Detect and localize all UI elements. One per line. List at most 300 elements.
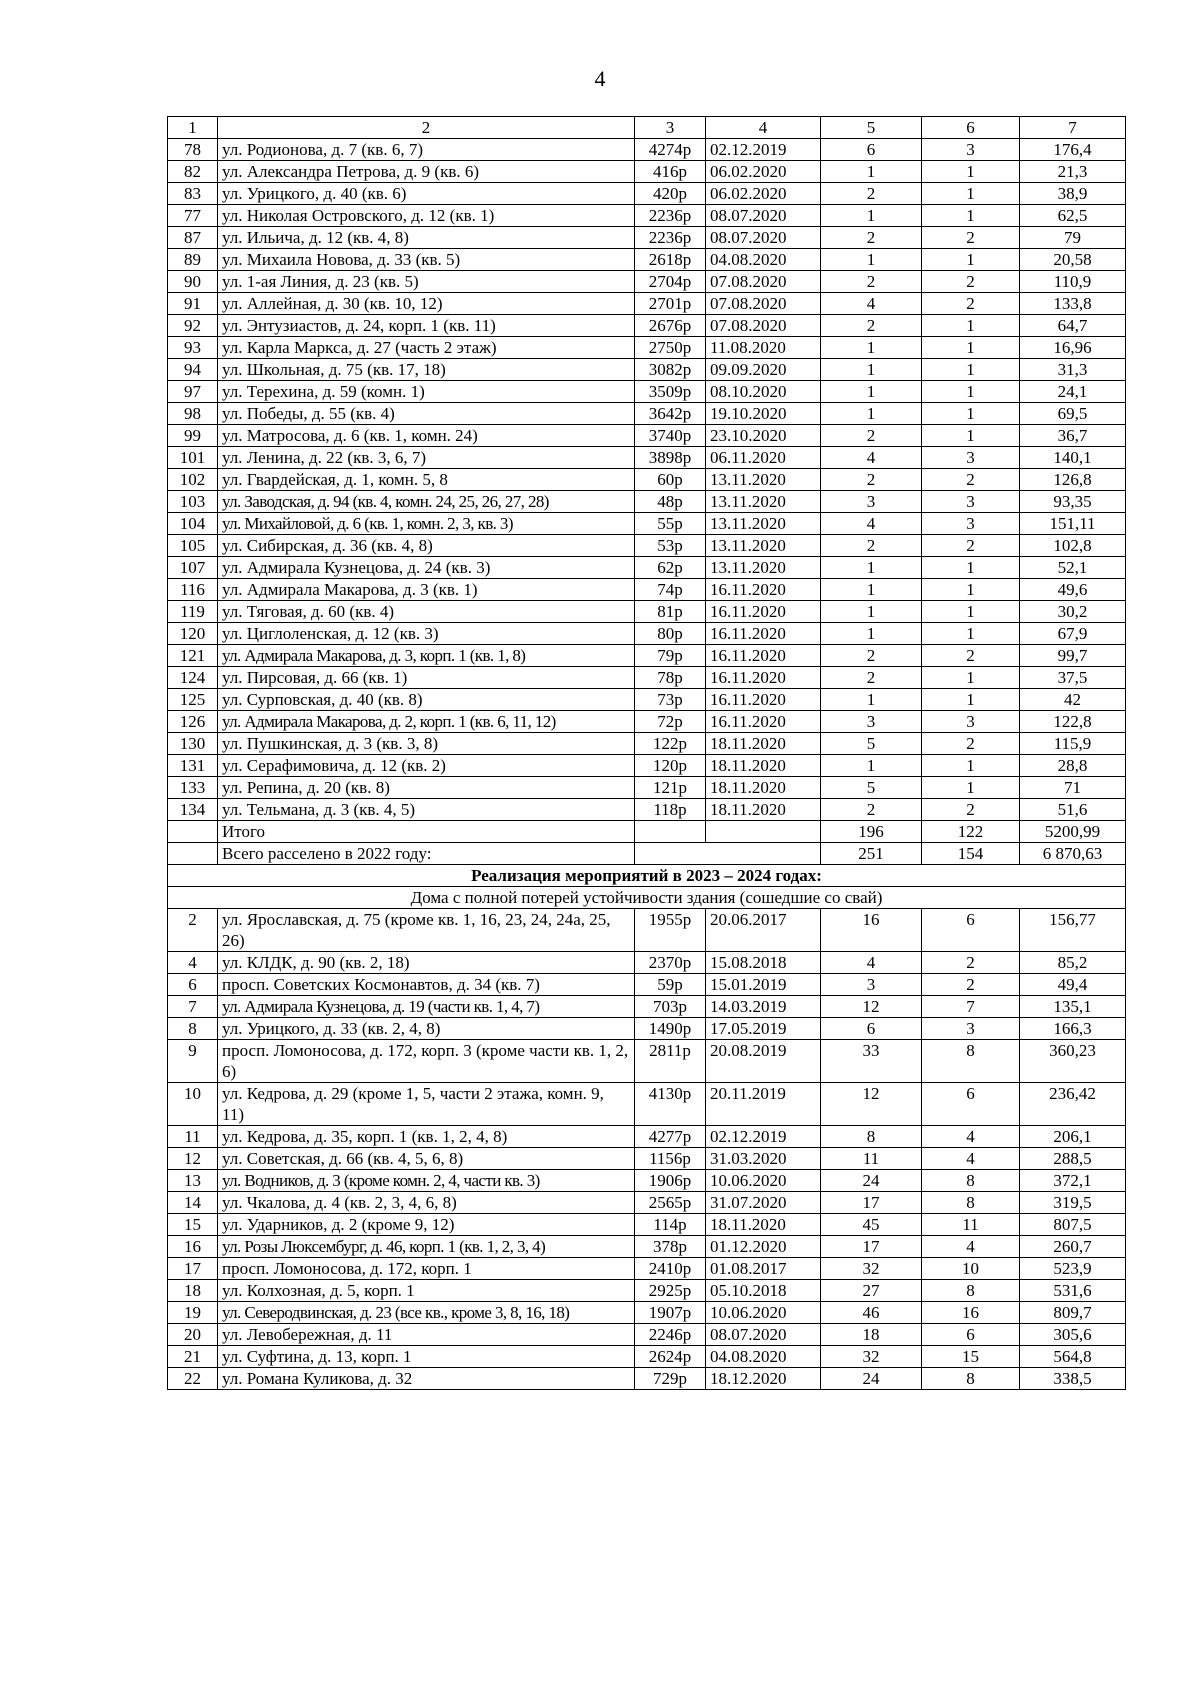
area-cell: 79 [1020,227,1126,249]
address-cell: ул. Пирсовая, д. 66 (кв. 1) [218,667,635,689]
table-row [168,161,1126,183]
address-cell: ул. КЛДК, д. 90 (кв. 2, 18) [218,952,635,974]
row-number-cell: 98 [168,403,218,425]
address-cell: просп. Ломоносова, д. 172, корп. 3 (кроме части кв. 1, 2, 6) [218,1040,635,1083]
row-number-cell: 93 [168,337,218,359]
address-cell: ул. Северодвинская, д. 23 (все кв., кроме 3, 8, 16, 18) [218,1302,635,1324]
apartments-cell: 1 [922,403,1020,425]
address-cell: ул. Школьная, д. 75 (кв. 17, 18) [218,359,635,381]
order-date-cell: 01.08.2017 [706,1258,821,1280]
row-number-cell: 101 [168,447,218,469]
table-row [168,315,1126,337]
table-row [168,1018,1126,1040]
order-number-cell: 1156р [635,1148,706,1170]
order-date-cell: 08.07.2020 [706,227,821,249]
table-row [168,381,1126,403]
area-cell: 62,5 [1020,205,1126,227]
area-cell: 49,6 [1020,579,1126,601]
area-cell: 24,1 [1020,381,1126,403]
total-row [168,821,1126,843]
order-date-cell: 14.03.2019 [706,996,821,1018]
row-number-cell: 8 [168,1018,218,1040]
order-date-cell: 16.11.2020 [706,601,821,623]
residents-cell: 2 [821,667,922,689]
row-number-cell: 131 [168,755,218,777]
table-row [168,1192,1126,1214]
order-number-cell: 73р [635,689,706,711]
order-number-cell: 2236р [635,227,706,249]
area-cell: 564,8 [1020,1346,1126,1368]
area-cell: 7 [1020,117,1126,139]
area-cell: 102,8 [1020,535,1126,557]
area-cell: 338,5 [1020,1368,1126,1390]
order-number-cell: 81р [635,601,706,623]
table-row [168,403,1126,425]
table-row [168,271,1126,293]
area-cell: 42 [1020,689,1126,711]
apartments-cell: 8 [922,1192,1020,1214]
apartments-cell: 2 [922,974,1020,996]
order-number-cell: 55р [635,513,706,535]
residents-cell: 12 [821,996,922,1018]
address-cell: ул. Серафимовича, д. 12 (кв. 2) [218,755,635,777]
table-row [168,579,1126,601]
table-row [168,1040,1126,1083]
order-date-cell: 31.07.2020 [706,1192,821,1214]
order-date-cell: 16.11.2020 [706,579,821,601]
order-number-cell: 74р [635,579,706,601]
residents-cell: 2 [821,227,922,249]
order-number-cell: 1955р [635,909,706,952]
residents-cell: 4 [821,293,922,315]
address-cell: ул. Победы, д. 55 (кв. 4) [218,403,635,425]
order-date-cell: 18.11.2020 [706,1214,821,1236]
row-number-cell: 1 [168,117,218,139]
apartments-cell: 1 [922,183,1020,205]
address-cell: ул. Михайловой, д. 6 (кв. 1, комн. 2, 3, кв. 3) [218,513,635,535]
order-number-cell [635,821,706,843]
residents-cell: 6 [821,139,922,161]
row-number-cell: 17 [168,1258,218,1280]
row-number-cell: 107 [168,557,218,579]
row-number-cell: 125 [168,689,218,711]
grand-total-row [168,843,1126,865]
order-date-cell: 16.11.2020 [706,711,821,733]
row-number-cell: 12 [168,1148,218,1170]
apartments-total: 122 [922,821,1020,843]
row-number-cell: 126 [168,711,218,733]
order-number-cell: 3509р [635,381,706,403]
residents-cell: 1 [821,359,922,381]
apartments-cell: 8 [922,1170,1020,1192]
row-number-cell: 87 [168,227,218,249]
order-number-cell: 3 [635,117,706,139]
row-number-cell: 133 [168,777,218,799]
residents-cell: 2 [821,425,922,447]
address-cell: ул. Адмирала Макарова, д. 3, корп. 1 (кв. 1, 8) [218,645,635,667]
residents-cell: 4 [821,952,922,974]
residents-cell: 1 [821,623,922,645]
order-date-cell [706,821,821,843]
order-date-cell: 13.11.2020 [706,535,821,557]
order-number-cell: 3898р [635,447,706,469]
address-cell: ул. Аллейная, д. 30 (кв. 10, 12) [218,293,635,315]
table-row [168,139,1126,161]
apartments-cell: 3 [922,513,1020,535]
table-row [168,1214,1126,1236]
order-date-cell: 01.12.2020 [706,1236,821,1258]
residents-cell: 1 [821,205,922,227]
row-number-cell: 20 [168,1324,218,1346]
apartments-cell: 2 [922,535,1020,557]
order-date-cell: 18.11.2020 [706,777,821,799]
row-number-cell: 105 [168,535,218,557]
table-row [168,205,1126,227]
area-cell: 260,7 [1020,1236,1126,1258]
address-cell: 2 [218,117,635,139]
apartments-cell: 2 [922,799,1020,821]
area-cell: 151,11 [1020,513,1126,535]
area-cell: 236,42 [1020,1083,1126,1126]
address-cell: ул. Кедрова, д. 29 (кроме 1, 5, части 2 этажа, комн. 9, 11) [218,1083,635,1126]
row-number-cell: 90 [168,271,218,293]
residents-cell: 32 [821,1258,922,1280]
residents-cell: 8 [821,1126,922,1148]
address-cell: ул. Терехина, д. 59 (комн. 1) [218,381,635,403]
order-date-cell: 17.05.2019 [706,1018,821,1040]
table-row [168,513,1126,535]
residents-total: 196 [821,821,922,843]
address-cell: ул. Романа Куликова, д. 32 [218,1368,635,1390]
address-cell: ул. Адмирала Кузнецова, д. 24 (кв. 3) [218,557,635,579]
row-number-cell: 120 [168,623,218,645]
address-cell: ул. Ярославская, д. 75 (кроме кв. 1, 16, 23, 24, 24а, 25, 26) [218,909,635,952]
apartments-cell: 6 [922,1324,1020,1346]
order-number-cell: 2811р [635,1040,706,1083]
residents-cell: 1 [821,601,922,623]
table-row [168,1324,1126,1346]
table-row [168,469,1126,491]
area-cell: 64,7 [1020,315,1126,337]
area-cell: 135,1 [1020,996,1126,1018]
row-number-cell: 15 [168,1214,218,1236]
apartments-cell: 1 [922,315,1020,337]
row-number-cell: 102 [168,469,218,491]
order-date-cell: 15.01.2019 [706,974,821,996]
area-cell: 133,8 [1020,293,1126,315]
residents-cell: 2 [821,271,922,293]
residents-cell: 45 [821,1214,922,1236]
table-row [168,337,1126,359]
table-row [168,1148,1126,1170]
order-date-cell: 13.11.2020 [706,513,821,535]
table-row [168,1083,1126,1126]
residents-cell: 1 [821,403,922,425]
apartments-cell: 6 [922,909,1020,952]
row-number-cell: 92 [168,315,218,337]
row-number-cell: 22 [168,1368,218,1390]
address-cell: ул. Репина, д. 20 (кв. 8) [218,777,635,799]
residents-cell: 1 [821,161,922,183]
order-number-cell: 120р [635,755,706,777]
order-date-cell: 02.12.2019 [706,139,821,161]
residents-cell: 12 [821,1083,922,1126]
order-date-cell: 10.06.2020 [706,1170,821,1192]
order-number-cell: 80р [635,623,706,645]
address-cell: ул. Циглоленская, д. 12 (кв. 3) [218,623,635,645]
order-date-cell: 07.08.2020 [706,293,821,315]
area-cell: 531,6 [1020,1280,1126,1302]
order-date-cell: 08.07.2020 [706,1324,821,1346]
order-date-cell: 06.11.2020 [706,447,821,469]
residents-cell: 1 [821,249,922,271]
order-date-cell: 10.06.2020 [706,1302,821,1324]
order-number-cell: 53р [635,535,706,557]
address-cell: ул. Тельмана, д. 3 (кв. 4, 5) [218,799,635,821]
address-cell: ул. Розы Люксембург, д. 46, корп. 1 (кв. 1, 2, 3, 4) [218,1236,635,1258]
residents-cell: 16 [821,909,922,952]
area-cell: 176,4 [1020,139,1126,161]
residents-cell: 2 [821,645,922,667]
order-date-cell: 15.08.2018 [706,952,821,974]
area-cell: 319,5 [1020,1192,1126,1214]
row-number-cell: 119 [168,601,218,623]
order-number-cell: 729р [635,1368,706,1390]
row-number-cell: 121 [168,645,218,667]
order-number-cell: 4274р [635,139,706,161]
apartments-cell: 1 [922,579,1020,601]
apartments-cell: 1 [922,381,1020,403]
order-date-cell: 4 [706,117,821,139]
table-row [168,755,1126,777]
apartments-cell: 4 [922,1148,1020,1170]
order-number-cell: 703р [635,996,706,1018]
order-date-cell: 18.11.2020 [706,733,821,755]
area-cell: 69,5 [1020,403,1126,425]
order-number-cell: 2410р [635,1258,706,1280]
order-number-cell: 4277р [635,1126,706,1148]
apartments-cell: 1 [922,557,1020,579]
order-number-cell: 420р [635,183,706,205]
residents-cell: 17 [821,1236,922,1258]
apartments-cell: 1 [922,425,1020,447]
address-cell: ул. Суфтина, д. 13, корп. 1 [218,1346,635,1368]
apartments-cell: 15 [922,1346,1020,1368]
table-row [168,645,1126,667]
residents-cell: 4 [821,447,922,469]
address-cell: просп. Ломоносова, д. 172, корп. 1 [218,1258,635,1280]
residents-cell: 2 [821,799,922,821]
residents-cell: 2 [821,535,922,557]
residents-cell: 5 [821,733,922,755]
order-date-cell: 18.11.2020 [706,755,821,777]
order-number-cell: 3642р [635,403,706,425]
order-date-cell: 13.11.2020 [706,469,821,491]
address-cell: ул. Энтузиастов, д. 24, корп. 1 (кв. 11) [218,315,635,337]
address-cell: ул. Сурповская, д. 40 (кв. 8) [218,689,635,711]
row-number-cell: 77 [168,205,218,227]
row-number-cell: 16 [168,1236,218,1258]
row-number-cell: 134 [168,799,218,821]
apartments-cell: 1 [922,205,1020,227]
apartments-cell: 3 [922,491,1020,513]
apartments-cell: 1 [922,601,1020,623]
apartments-cell: 2 [922,293,1020,315]
table-row [168,623,1126,645]
area-cell: 166,3 [1020,1018,1126,1040]
row-number-cell: 116 [168,579,218,601]
table-row [168,1368,1126,1390]
order-number-cell: 416р [635,161,706,183]
order-number-cell: 121р [635,777,706,799]
table-row [168,183,1126,205]
order-number-cell: 114р [635,1214,706,1236]
address-cell: ул. Михаила Новова, д. 33 (кв. 5) [218,249,635,271]
apartments-cell: 4 [922,1126,1020,1148]
area-cell: 122,8 [1020,711,1126,733]
residents-cell: 46 [821,1302,922,1324]
area-cell: 38,9 [1020,183,1126,205]
address-cell: ул. Тяговая, д. 60 (кв. 4) [218,601,635,623]
address-cell: ул. Чкалова, д. 4 (кв. 2, 3, 4, 6, 8) [218,1192,635,1214]
order-date-cell: 02.12.2019 [706,1126,821,1148]
residents-cell: 3 [821,711,922,733]
table-row [168,733,1126,755]
order-number-cell: 2676р [635,315,706,337]
table-row [168,1258,1126,1280]
address-cell: ул. Советская, д. 66 (кв. 4, 5, 6, 8) [218,1148,635,1170]
column-number-row [168,117,1126,139]
row-number-cell: 130 [168,733,218,755]
residents-cell: 24 [821,1170,922,1192]
address-cell: ул. Александра Петрова, д. 9 (кв. 6) [218,161,635,183]
order-number-cell: 4130р [635,1083,706,1126]
row-number-cell: 13 [168,1170,218,1192]
order-date-cell: 18.11.2020 [706,799,821,821]
area-cell: 93,35 [1020,491,1126,513]
table-row [168,1302,1126,1324]
order-date-cell: 20.08.2019 [706,1040,821,1083]
order-number-cell: 2236р [635,205,706,227]
area-cell: 288,5 [1020,1148,1126,1170]
area-cell: 523,9 [1020,1258,1126,1280]
area-cell: 85,2 [1020,952,1126,974]
address-cell: ул. Левобережная, д. 11 [218,1324,635,1346]
order-number-cell: 122р [635,733,706,755]
area-cell: 115,9 [1020,733,1126,755]
order-number-cell: 2246р [635,1324,706,1346]
address-cell: ул. Кедрова, д. 35, корп. 1 (кв. 1, 2, 4, 8) [218,1126,635,1148]
residents-cell: 6 [821,1018,922,1040]
apartments-cell: 2 [922,952,1020,974]
residents-cell: 17 [821,1192,922,1214]
apartments-cell: 16 [922,1302,1020,1324]
area-cell: 809,7 [1020,1302,1126,1324]
residents-cell: 1 [821,381,922,403]
subsection-title: Дома с полной потерей устойчивости здания (сошедшие со свай) [168,887,1126,909]
residents-cell: 18 [821,1324,922,1346]
table-row [168,425,1126,447]
row-number-cell: 97 [168,381,218,403]
address-cell: ул. Адмирала Макарова, д. 3 (кв. 1) [218,579,635,601]
residents-cell: 5 [821,777,922,799]
apartments-cell: 1 [922,337,1020,359]
address-cell: ул. Заводская, д. 94 (кв. 4, комн. 24, 25, 26, 27, 28) [218,491,635,513]
order-date-cell: 13.11.2020 [706,491,821,513]
table-row [168,952,1126,974]
apartments-cell: 1 [922,623,1020,645]
apartments-cell: 11 [922,1214,1020,1236]
apartments-grand-total: 154 [922,843,1020,865]
order-date-cell: 07.08.2020 [706,271,821,293]
row-number-cell: 89 [168,249,218,271]
order-number-cell: 2925р [635,1280,706,1302]
row-number-cell [168,843,218,865]
grand-total-label: Всего расселено в 2022 году: [218,843,635,865]
residents-cell: 1 [821,337,922,359]
order-number-cell: 78р [635,667,706,689]
order-number-cell: 59р [635,974,706,996]
area-cell: 372,1 [1020,1170,1126,1192]
apartments-cell: 1 [922,667,1020,689]
row-number-cell: 4 [168,952,218,974]
row-number-cell: 104 [168,513,218,535]
address-cell: ул. 1-ая Линия, д. 23 (кв. 5) [218,271,635,293]
residents-cell: 33 [821,1040,922,1083]
area-cell: 31,3 [1020,359,1126,381]
order-date-cell: 08.10.2020 [706,381,821,403]
order-date-cell: 20.06.2017 [706,909,821,952]
table-row [168,667,1126,689]
area-cell: 51,6 [1020,799,1126,821]
address-cell: ул. Колхозная, д. 5, корп. 1 [218,1280,635,1302]
table-row [168,227,1126,249]
table-row [168,799,1126,821]
apartments-cell: 6 [922,117,1020,139]
order-date-cell: 20.11.2019 [706,1083,821,1126]
apartments-cell: 2 [922,469,1020,491]
row-number-cell: 18 [168,1280,218,1302]
residents-cell: 1 [821,557,922,579]
order-number-cell: 72р [635,711,706,733]
area-total: 5200,99 [1020,821,1126,843]
row-number-cell: 11 [168,1126,218,1148]
order-number-cell: 2370р [635,952,706,974]
order-date-cell: 05.10.2018 [706,1280,821,1302]
row-number-cell: 91 [168,293,218,315]
order-date-cell: 18.12.2020 [706,1368,821,1390]
row-number-cell: 78 [168,139,218,161]
address-cell: ул. Сибирская, д. 36 (кв. 4, 8) [218,535,635,557]
area-cell: 305,6 [1020,1324,1126,1346]
order-date-cell: 13.11.2020 [706,557,821,579]
order-number-cell: 2565р [635,1192,706,1214]
order-number-cell: 2618р [635,249,706,271]
row-number-cell: 10 [168,1083,218,1126]
row-number-cell: 14 [168,1192,218,1214]
apartments-cell: 1 [922,249,1020,271]
order-number-cell: 62р [635,557,706,579]
apartments-cell: 3 [922,139,1020,161]
table-row [168,491,1126,513]
area-cell: 16,96 [1020,337,1126,359]
address-cell: просп. Советских Космонавтов, д. 34 (кв. 7) [218,974,635,996]
area-cell: 37,5 [1020,667,1126,689]
order-number-cell: 3740р [635,425,706,447]
row-number-cell: 2 [168,909,218,952]
apartments-cell: 2 [922,733,1020,755]
table-row [168,909,1126,952]
